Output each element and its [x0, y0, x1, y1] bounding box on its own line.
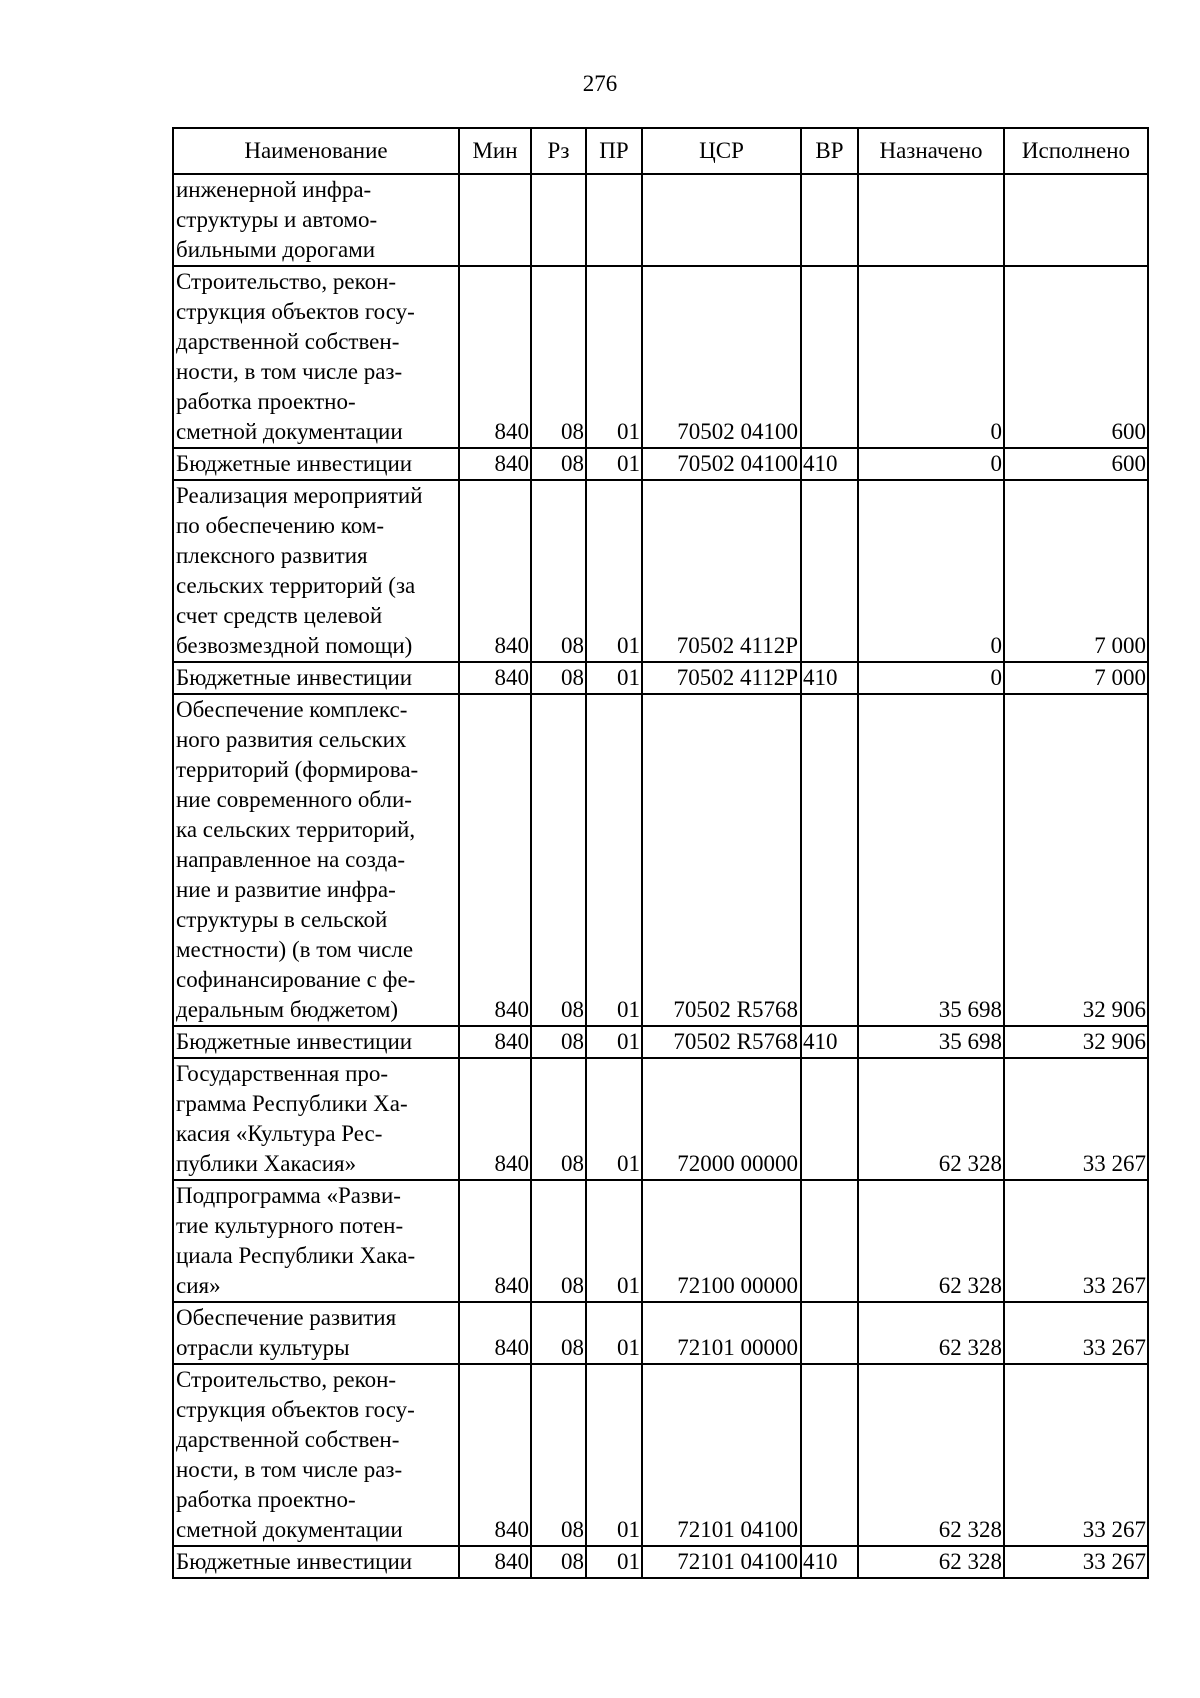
cell-name: Бюджетные инвестиции [173, 1546, 459, 1578]
cell-name: Бюджетные инвестиции [173, 448, 459, 480]
cell-name: Государственная про- грамма Республики Ха- касия «Культура Рес- публики Хакасия» [173, 1058, 459, 1180]
cell-min: 840 [459, 1546, 531, 1578]
header-rz: Рз [531, 128, 586, 174]
cell-min: 840 [459, 480, 531, 662]
cell-csr: 72101 04100 [642, 1546, 801, 1578]
cell-vr: 410 [801, 662, 858, 694]
cell-assigned: 0 [858, 662, 1004, 694]
cell-executed: 33 267 [1004, 1180, 1148, 1302]
cell-pr: 01 [586, 266, 642, 448]
cell-rz: 08 [531, 266, 586, 448]
cell-executed: 33 267 [1004, 1546, 1148, 1578]
cell-pr: 01 [586, 662, 642, 694]
cell-pr: 01 [586, 694, 642, 1026]
table-row [173, 1026, 1148, 1058]
table-row [173, 448, 1148, 480]
cell-rz [531, 174, 586, 266]
cell-csr: 72000 00000 [642, 1058, 801, 1180]
cell-vr [801, 694, 858, 1026]
cell-rz: 08 [531, 1180, 586, 1302]
cell-pr: 01 [586, 1302, 642, 1364]
header-min: Мин [459, 128, 531, 174]
cell-min [459, 174, 531, 266]
cell-assigned [858, 174, 1004, 266]
cell-csr: 70502 4112P [642, 662, 801, 694]
header-name: Наименование [173, 128, 459, 174]
cell-csr: 70502 04100 [642, 448, 801, 480]
table-header-row [173, 128, 1148, 174]
cell-csr: 72101 04100 [642, 1364, 801, 1546]
cell-assigned: 62 328 [858, 1058, 1004, 1180]
cell-vr: 410 [801, 448, 858, 480]
cell-assigned: 62 328 [858, 1546, 1004, 1578]
cell-rz: 08 [531, 1546, 586, 1578]
cell-vr [801, 174, 858, 266]
table-row [173, 1180, 1148, 1302]
cell-rz: 08 [531, 1058, 586, 1180]
cell-name: Подпрограмма «Разви- тие культурного потен- циала Республики Хака- сия» [173, 1180, 459, 1302]
cell-min: 840 [459, 1302, 531, 1364]
table-row [173, 1546, 1148, 1578]
cell-executed: 32 906 [1004, 1026, 1148, 1058]
cell-name: Бюджетные инвестиции [173, 662, 459, 694]
cell-name: Обеспечение развития отрасли культуры [173, 1302, 459, 1364]
cell-pr: 01 [586, 1180, 642, 1302]
table-row [173, 1364, 1148, 1546]
table-row [173, 480, 1148, 662]
cell-csr: 72101 00000 [642, 1302, 801, 1364]
cell-vr [801, 480, 858, 662]
cell-min: 840 [459, 448, 531, 480]
cell-pr: 01 [586, 448, 642, 480]
header-assigned: Назначено [858, 128, 1004, 174]
cell-rz: 08 [531, 1026, 586, 1058]
cell-rz: 08 [531, 694, 586, 1026]
cell-assigned: 62 328 [858, 1180, 1004, 1302]
cell-vr [801, 1180, 858, 1302]
cell-pr [586, 174, 642, 266]
cell-executed: 7 000 [1004, 662, 1148, 694]
cell-assigned: 0 [858, 480, 1004, 662]
cell-executed: 7 000 [1004, 480, 1148, 662]
header-pr: ПР [586, 128, 642, 174]
budget-table [172, 127, 1149, 1579]
cell-pr: 01 [586, 480, 642, 662]
cell-rz: 08 [531, 1302, 586, 1364]
cell-assigned: 35 698 [858, 694, 1004, 1026]
cell-executed: 33 267 [1004, 1058, 1148, 1180]
cell-vr [801, 1364, 858, 1546]
cell-executed: 600 [1004, 266, 1148, 448]
cell-executed: 600 [1004, 448, 1148, 480]
table-row [173, 266, 1148, 448]
table-row [173, 1302, 1148, 1364]
cell-min: 840 [459, 662, 531, 694]
cell-vr: 410 [801, 1546, 858, 1578]
cell-pr: 01 [586, 1546, 642, 1578]
table-body [173, 174, 1148, 1578]
cell-pr: 01 [586, 1026, 642, 1058]
cell-min: 840 [459, 1180, 531, 1302]
cell-executed: 33 267 [1004, 1302, 1148, 1364]
cell-executed: 32 906 [1004, 694, 1148, 1026]
table-row [173, 694, 1148, 1026]
cell-min: 840 [459, 1058, 531, 1180]
cell-vr: 410 [801, 1026, 858, 1058]
cell-rz: 08 [531, 1364, 586, 1546]
cell-csr: 70502 4112P [642, 480, 801, 662]
cell-name: инженерной инфра- структуры и автомо- бильными дорогами [173, 174, 459, 266]
cell-csr [642, 174, 801, 266]
cell-name: Бюджетные инвестиции [173, 1026, 459, 1058]
cell-pr: 01 [586, 1364, 642, 1546]
cell-csr: 70502 R5768 [642, 1026, 801, 1058]
cell-rz: 08 [531, 662, 586, 694]
cell-csr: 70502 04100 [642, 266, 801, 448]
table-row [173, 662, 1148, 694]
cell-assigned: 35 698 [858, 1026, 1004, 1058]
cell-name: Строительство, рекон- струкция объектов госу- дарственной собствен- ности, в том числе раз- работка проектно- сметной документации [173, 266, 459, 448]
cell-pr: 01 [586, 1058, 642, 1180]
cell-assigned: 0 [858, 448, 1004, 480]
page-number: 276 [582, 71, 618, 96]
cell-rz: 08 [531, 480, 586, 662]
cell-assigned: 62 328 [858, 1302, 1004, 1364]
cell-csr: 70502 R5768 [642, 694, 801, 1026]
cell-vr [801, 1058, 858, 1180]
cell-min: 840 [459, 1026, 531, 1058]
cell-name: Обеспечение комплекс- ного развития сельских территорий (формирова- ние современного обли- ка сельских территорий, направленное на созда- ние и развитие инфра- структуры в сельской местности) (в том числе софинансирование с фе- деральным бюджетом) [173, 694, 459, 1026]
cell-name: Реализация мероприятий по обеспечению ком- плексного развития сельских территорий (за счет средств целевой безвозмездной помощи) [173, 480, 459, 662]
cell-executed [1004, 174, 1148, 266]
cell-assigned: 62 328 [858, 1364, 1004, 1546]
header-executed: Исполнено [1004, 128, 1148, 174]
cell-min: 840 [459, 266, 531, 448]
cell-csr: 72100 00000 [642, 1180, 801, 1302]
cell-assigned: 0 [858, 266, 1004, 448]
cell-vr [801, 266, 858, 448]
cell-name: Строительство, рекон- струкция объектов госу- дарственной собствен- ности, в том числе раз- работка проектно- сметной документации [173, 1364, 459, 1546]
cell-min: 840 [459, 1364, 531, 1546]
table-row [173, 174, 1148, 266]
cell-executed: 33 267 [1004, 1364, 1148, 1546]
cell-rz: 08 [531, 448, 586, 480]
table-row [173, 1058, 1148, 1180]
header-csr: ЦСР [642, 128, 801, 174]
cell-min: 840 [459, 694, 531, 1026]
cell-vr [801, 1302, 858, 1364]
header-vr: ВР [801, 128, 858, 174]
